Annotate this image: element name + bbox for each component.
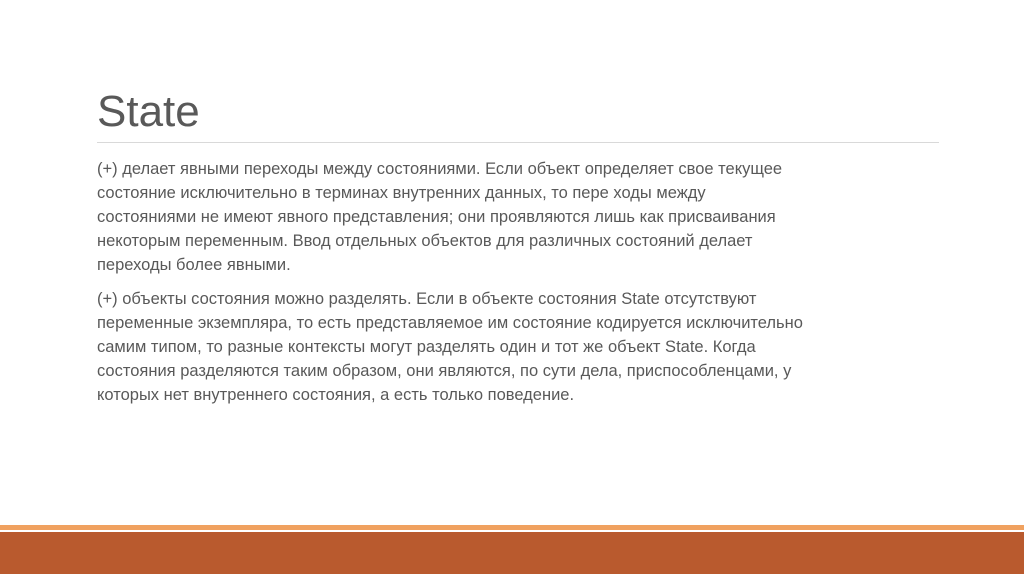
text-line: самим типом, то разные контексты могут разделять один и тот же объект State. Когда	[97, 338, 756, 356]
text-line: которых нет внутреннего состояния, а есть только поведение.	[97, 386, 575, 404]
slide-body	[97, 157, 947, 417]
paragraph-sharing	[97, 287, 947, 407]
footer-accent-bar	[0, 532, 1024, 574]
text-line: переменные экземпляра, то есть представляемое им состояние кодируется исключительно	[97, 314, 803, 332]
text-line: состояние исключительно в терминах внутренних данных, то пере ходы между	[97, 184, 706, 202]
text-line: (+) объекты состояния можно разделять. Если в объекте состояния State отсутствуют	[97, 290, 757, 308]
footer-accent-stripe	[0, 525, 1024, 530]
text-line: некоторым переменным. Ввод отдельных объектов для различных состояний делает	[97, 232, 753, 250]
title-divider	[97, 142, 939, 143]
slide-title: State	[97, 87, 200, 136]
text-line: (+) делает явными переходы между состояниями. Если объект определяет свое текущее	[97, 160, 783, 178]
text-line: состояниями не имеют явного представления; они проявляются лишь как присваивания	[97, 208, 776, 226]
text-line: переходы более явными.	[97, 256, 291, 274]
paragraph-transitions	[97, 157, 947, 277]
text-line: состояния разделяются таким образом, они являются, по сути дела, приспособленцами, у	[97, 362, 792, 380]
